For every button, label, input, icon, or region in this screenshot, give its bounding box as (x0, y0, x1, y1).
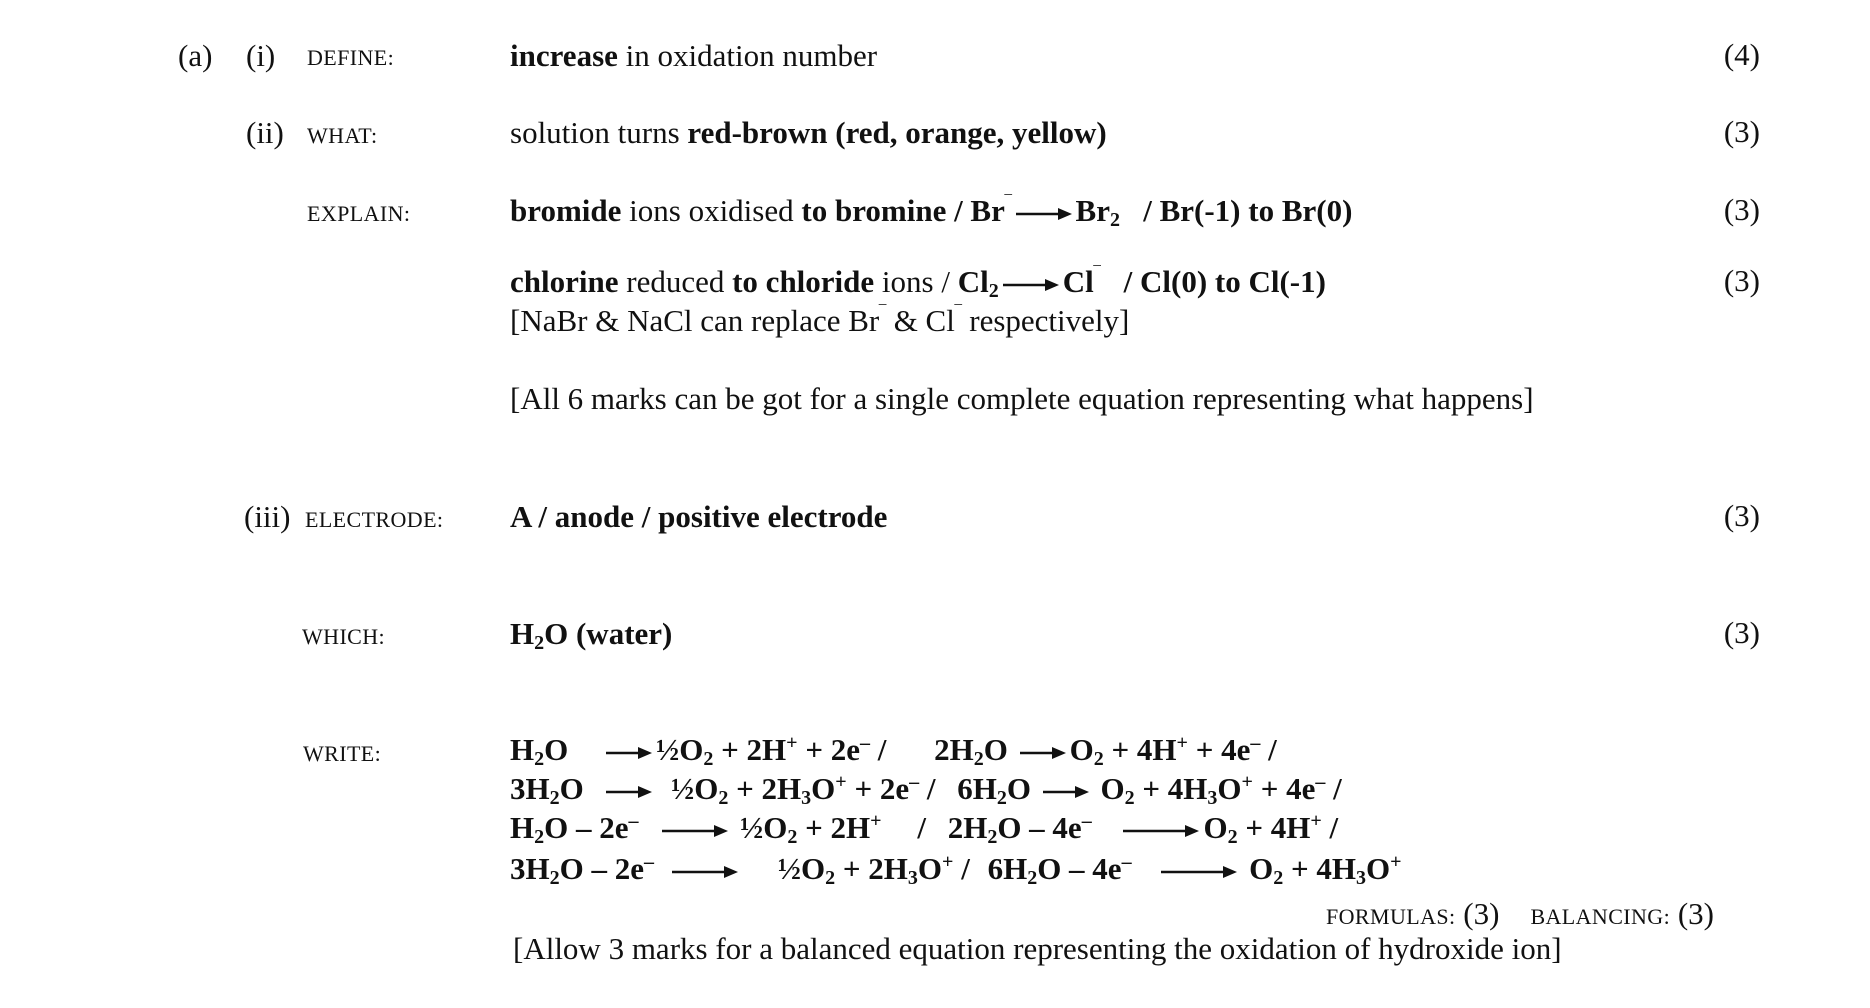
define-answer-bold: increase (510, 38, 618, 73)
which-marks: (3) (1723, 615, 1760, 650)
eq1-alt-electrons: + 4e (1187, 732, 1251, 767)
reaction-arrow-icon (672, 865, 738, 879)
explain1-br2: Br (1075, 193, 1110, 228)
eq4-separator: / (953, 851, 970, 886)
eq3-reactant-sub: 2 (534, 826, 545, 848)
explain2-cl: Cl (1062, 264, 1094, 299)
eq3-alt-separator: / (1321, 810, 1339, 845)
eq3-alt-reactant-charge: – (1081, 810, 1092, 832)
explain1-marks: (3) (1723, 192, 1760, 227)
eq1-product-o2-sub: 2 (703, 748, 714, 770)
subpart-iii-number: (iii) (244, 499, 291, 534)
eq4-alt-reactant-charge: – (1121, 851, 1132, 873)
eq1-alt-separator: / (1260, 732, 1277, 767)
explain2-to-chloride: to chloride (732, 264, 875, 299)
eq3-alt-reactant-sub: 2 (987, 826, 998, 848)
reaction-arrow-icon (606, 785, 652, 799)
eq4-product-o2: ½O (777, 851, 826, 886)
eq3-product-h: + 2H (797, 810, 871, 845)
eq1-alt-h-charge: + (1176, 732, 1188, 754)
explain2-chlorine: chlorine (510, 264, 619, 299)
eq2-electrons-charge: – (909, 771, 920, 793)
equation-line-2 (510, 770, 1342, 808)
eq1-product-o2: ½O (656, 732, 704, 767)
eq2-product-o2-sub: 2 (718, 787, 729, 809)
eq4-product-h3o-rest: O (917, 851, 943, 886)
explain1-bromide: bromide (510, 193, 622, 228)
eq2-alt-o2-sub: 2 (1124, 787, 1135, 809)
reaction-arrow-icon (1020, 746, 1066, 760)
electrode-keyword: ELECTRODE: (305, 507, 444, 532)
eq2-alt-electrons-charge: – (1315, 771, 1326, 793)
which-answer-rest: O (water) (544, 616, 673, 651)
eq1-alt-reactant-rest: O (983, 732, 1008, 767)
eq2-alt-o2: O (1100, 771, 1125, 806)
replace-note-text-3: respectively] (961, 303, 1130, 338)
explain2-marks: (3) (1723, 263, 1760, 298)
eq4-reactant-rest: O – 2e (559, 851, 644, 886)
eq1-reactant: H (510, 732, 535, 767)
explain1-to-bromine: to bromine / Br (801, 193, 1005, 228)
reaction-arrow-icon (1123, 824, 1199, 838)
explain1-oxidation-states: / Br(-1) to Br(0) (1143, 193, 1353, 228)
formulas-marks: (3) (1463, 896, 1500, 931)
eq4-reactant-charge: – (644, 851, 654, 873)
eq4-alt-h3o-charge: + (1390, 851, 1402, 873)
balancing-label: BALANCING: (1530, 904, 1671, 929)
write-keyword: WRITE: (303, 741, 382, 766)
eq4-product-h3o: + 2H (835, 851, 908, 886)
which-answer-h: H (510, 616, 535, 651)
eq1-alt-o2-sub: 2 (1093, 748, 1104, 770)
eq2-alt-reactant: 6H (957, 771, 997, 806)
explain1-text: ions oxidised (621, 193, 802, 228)
eq3-alt-h-charge: + (1310, 810, 1322, 832)
replace-note-charge-2: ‾ (954, 303, 962, 325)
eq2-alt-reactant-rest: O (1006, 771, 1031, 806)
replace-note-text-2: & Cl (885, 303, 955, 338)
part-label: (a) (178, 38, 213, 73)
eq3-reactant-charge: – (628, 810, 639, 832)
eq4-alt-reactant: 6H (987, 851, 1028, 886)
define-answer (510, 37, 877, 75)
which-answer-sub: 2 (534, 632, 545, 654)
equation-line-4 (510, 850, 1402, 888)
eq3-reactant: H (510, 810, 535, 845)
explain2-text-2: ions / (874, 264, 958, 299)
eq2-alt-reactant-sub: 2 (996, 787, 1007, 809)
explain1-br2-sub: 2 (1109, 209, 1120, 231)
all-marks-note: [All 6 marks can be got for a single complete equation representing what happens] (510, 381, 1534, 416)
eq1-alt-reactant: 2H (934, 732, 974, 767)
eq2-reactant-sub: 2 (549, 787, 560, 809)
eq4-product-h3o-charge: + (942, 851, 954, 873)
eq3-separator: / (909, 810, 926, 845)
eq3-alt-reactant: 2H (947, 810, 988, 845)
eq1-separator: / (870, 732, 887, 767)
what-answer (510, 114, 1107, 152)
define-keyword: DEFINE: (307, 45, 395, 70)
subpart-i-number: (i) (246, 38, 276, 73)
eq2-alt-h3o-charge: + (1241, 771, 1253, 793)
eq4-reactant: 3H (510, 851, 550, 886)
eq1-reactant-sub: 2 (534, 748, 545, 770)
formulas-label: FORMULAS: (1326, 904, 1456, 929)
what-keyword: WHAT: (307, 123, 378, 148)
eq3-alt-o2: O (1203, 810, 1228, 845)
eq1-alt-electrons-charge: – (1250, 732, 1261, 754)
eq4-alt-h3o-rest: O (1365, 851, 1391, 886)
eq1-product-h-charge: + (786, 732, 798, 754)
eq4-product-o2-sub: 2 (825, 867, 836, 889)
replace-note (510, 302, 1129, 340)
eq1-product-h: + 2H (713, 732, 787, 767)
hydroxide-note: [Allow 3 marks for a balanced equation representing the oxidation of hydroxide ion] (513, 931, 1562, 966)
eq2-alt-electrons: + 4e (1252, 771, 1316, 806)
explain2-charge: ‾ (1093, 264, 1101, 286)
replace-note-charge-1: ‾ (879, 303, 886, 325)
eq4-alt-o2-sub: 2 (1273, 867, 1284, 889)
which-answer (510, 615, 672, 653)
eq2-product-h3o-rest: O (811, 771, 836, 806)
eq2-alt-h3o-sub: 3 (1207, 787, 1218, 809)
electrode-marks: (3) (1723, 498, 1760, 533)
explain2-text: reduced (618, 264, 733, 299)
explain2-oxidation-states: / Cl(0) to Cl(-1) (1123, 264, 1326, 299)
explain-line-2 (510, 263, 1326, 301)
eq4-alt-reactant-rest: O – 4e (1037, 851, 1122, 886)
eq2-electrons: + 2e (846, 771, 910, 806)
formulas-balancing-row (1326, 896, 1714, 932)
reaction-arrow-icon (606, 746, 652, 760)
eq3-reactant-rest: O – 2e (544, 810, 629, 845)
reaction-arrow-icon (1161, 865, 1237, 879)
eq2-product-h3o-charge: + (835, 771, 847, 793)
eq1-alt-h: + 4H (1103, 732, 1177, 767)
eq4-product-h3o-sub: 3 (907, 867, 918, 889)
electrode-answer: A / anode / positive electrode (510, 499, 888, 534)
equation-line-1 (510, 731, 1277, 769)
what-answer-bold: red-brown (red, orange, yellow) (687, 115, 1107, 150)
eq3-product-o2: ½O (740, 810, 788, 845)
explain-line-1 (510, 192, 1352, 230)
reaction-arrow-icon (1016, 207, 1072, 221)
explain1-charge: ‾ (1004, 193, 1012, 215)
what-answer-plain: solution turns (510, 115, 688, 150)
which-keyword: WHICH: (302, 624, 386, 649)
eq2-product-h3o-sub: 3 (801, 787, 812, 809)
eq2-alt-h3o-rest: O (1217, 771, 1242, 806)
eq3-alt-h: + 4H (1237, 810, 1311, 845)
what-marks: (3) (1723, 114, 1760, 149)
explain2-cl2-sub: 2 (988, 280, 999, 302)
eq1-electrons: + 2e (797, 732, 860, 767)
eq4-alt-h3o-sub: 3 (1355, 867, 1366, 889)
explain2-cl2: Cl (957, 264, 989, 299)
eq4-alt-h3o: + 4H (1283, 851, 1356, 886)
reaction-arrow-icon (1043, 785, 1089, 799)
eq1-electrons-charge: – (860, 732, 870, 754)
eq3-alt-reactant-rest: O – 4e (997, 810, 1082, 845)
eq1-reactant-rest: O (544, 732, 569, 767)
eq2-product-o2: ½O (671, 771, 719, 806)
replace-note-text-1: [NaBr & NaCl can replace Br (510, 303, 880, 338)
reaction-arrow-icon (1003, 278, 1059, 292)
eq2-alt-separator: / (1325, 771, 1342, 806)
eq1-alt-reactant-sub: 2 (973, 748, 984, 770)
eq3-product-h-charge: + (870, 810, 882, 832)
eq2-product-h3o: + 2H (728, 771, 802, 806)
explain-keyword: EXPLAIN: (307, 201, 411, 226)
define-marks: (4) (1723, 37, 1760, 72)
eq1-alt-o2: O (1069, 732, 1094, 767)
eq3-alt-o2-sub: 2 (1227, 826, 1238, 848)
equation-line-3 (510, 809, 1338, 847)
eq4-reactant-sub: 2 (549, 867, 560, 889)
eq3-product-o2-sub: 2 (787, 826, 798, 848)
eq4-alt-o2: O (1249, 851, 1274, 886)
eq2-separator: / (919, 771, 936, 806)
eq2-alt-h3o: + 4H (1134, 771, 1208, 806)
eq2-reactant: 3H (510, 771, 550, 806)
define-answer-rest: in oxidation number (617, 38, 878, 73)
balancing-marks: (3) (1677, 896, 1715, 931)
reaction-arrow-icon (662, 824, 728, 838)
subpart-ii-number: (ii) (246, 115, 284, 150)
eq4-alt-reactant-sub: 2 (1027, 867, 1038, 889)
eq2-reactant-rest: O (559, 771, 584, 806)
